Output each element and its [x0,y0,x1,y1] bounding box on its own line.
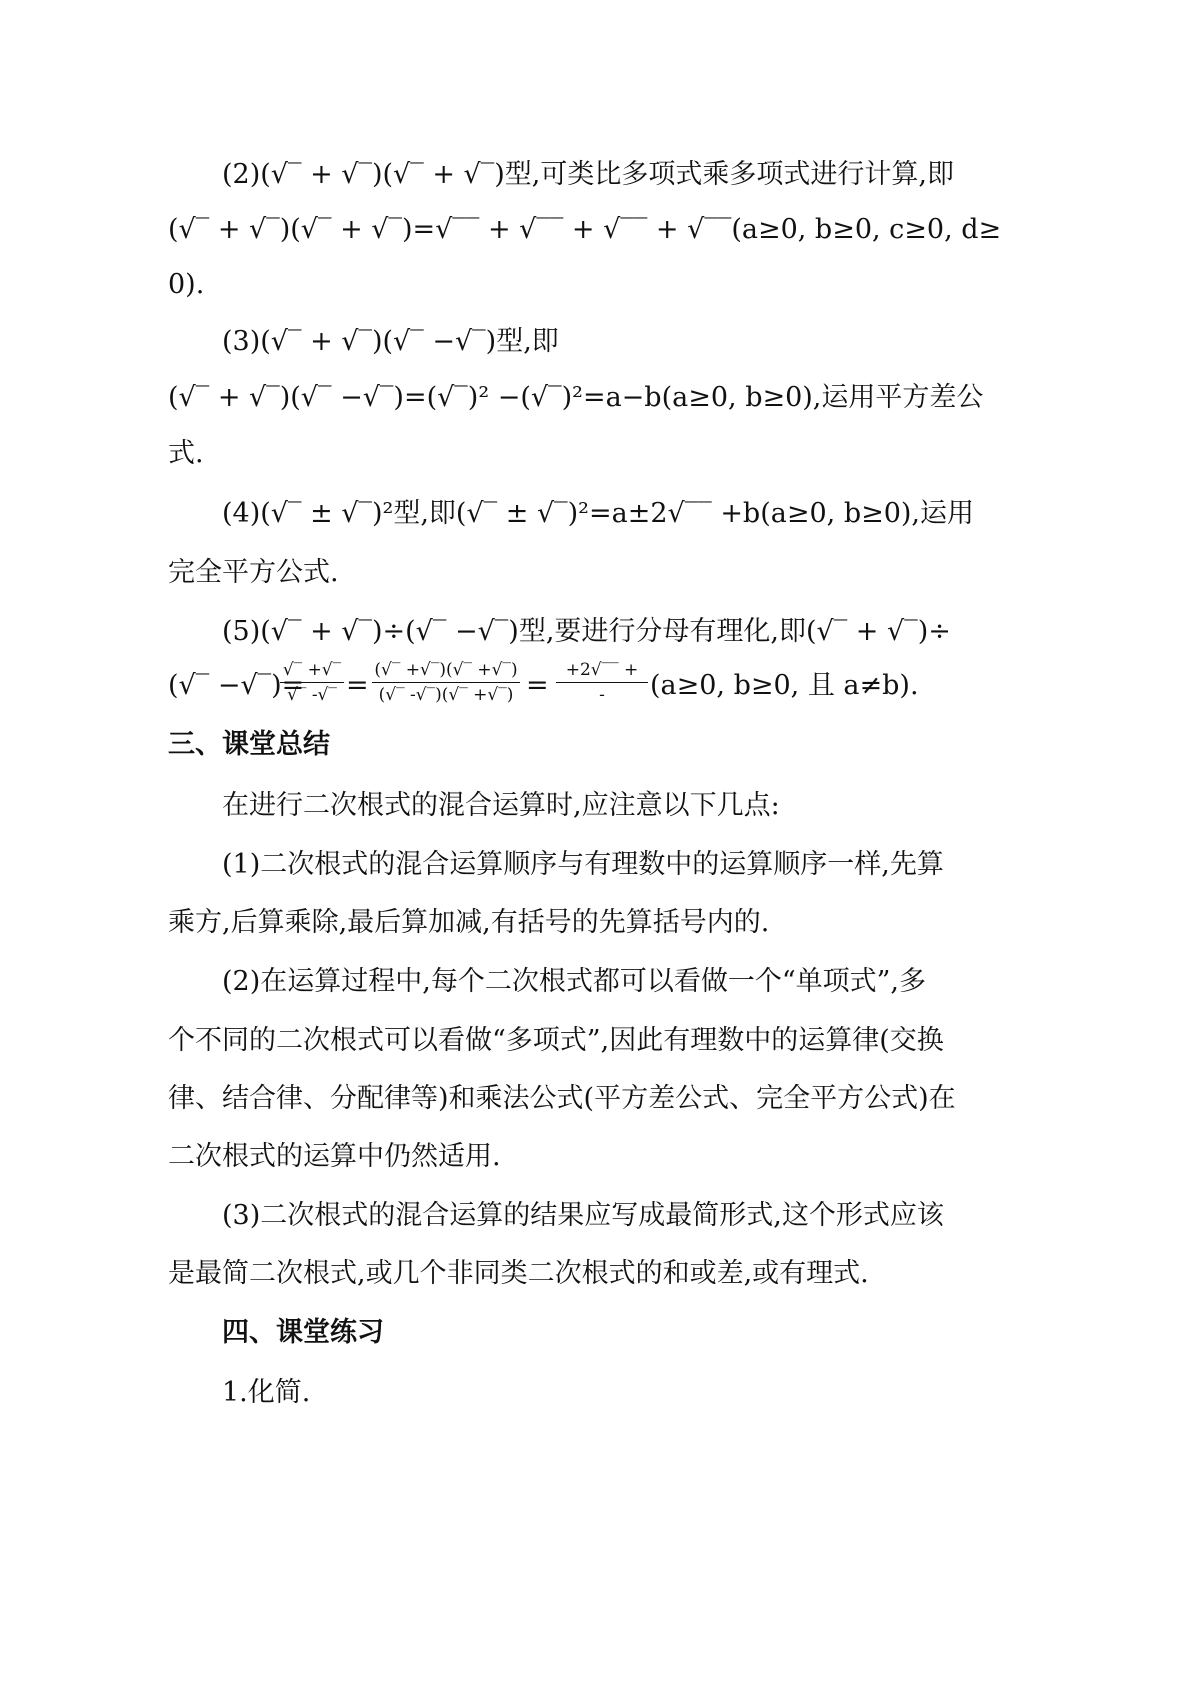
summary-point1-line2: 乘方,后算乘除,最后算加减,有括号的先算括号内的. [168,907,770,938]
item5-line2-prefix: (√‾ −√‾)= [168,670,305,701]
fraction-bar [280,682,344,683]
item4-line2: 完全平方公式. [168,557,339,588]
fraction-bar [372,682,520,683]
item5-line2-suffix: (a≥0, b≥0, 且 a≠b). [650,670,919,701]
section-heading-summary: 三、课堂总结 [168,729,330,760]
summary-point2-line1: (2)在运算过程中,每个二次根式都可以看做一个“单项式”,多 [222,966,927,997]
fraction-1-denominator: √‾ -√‾ [287,685,337,705]
item4-line1: (4)(√‾ ± √‾)²型,即(√‾ ± √‾)²=a±2√‾‾ +b(a≥0, b≥0),运用 [222,498,975,529]
item3-line2: (√‾ + √‾)(√‾ −√‾)=(√‾)² −(√‾)²=a−b(a≥0, b≥0),运用平方差公 [168,382,984,413]
equals-sign: = [526,670,549,701]
fraction-1 [280,660,344,705]
fraction-3-numerator: +2√‾‾ + [565,660,639,680]
practice-question-1: 1.化简. [222,1377,311,1408]
fraction-2-denominator: (√‾ -√‾)(√‾ +√‾) [378,685,514,705]
fraction-1-numerator: √‾ +√‾ [282,660,342,680]
fraction-2 [372,660,520,705]
fraction-3 [556,660,648,705]
fraction-2-numerator: (√‾ +√‾)(√‾ +√‾) [374,660,518,680]
item2-line1: (2)(√‾ + √‾)(√‾ + √‾)型,可类比多项式乘多项式进行计算,即 [222,159,954,190]
section-heading-practice: 四、课堂练习 [222,1317,384,1348]
item2-line3: 0). [168,269,205,300]
item5-line1: (5)(√‾ + √‾)÷(√‾ −√‾)型,要进行分母有理化,即(√‾ + √‾)÷ [222,616,951,647]
summary-intro: 在进行二次根式的混合运算时,应注意以下几点: [222,790,780,821]
item3-line3: 式. [168,438,204,469]
summary-point2-line3: 律、结合律、分配律等)和乘法公式(平方差公式、完全平方公式)在 [168,1083,956,1114]
summary-point2-line4: 二次根式的运算中仍然适用. [168,1141,501,1172]
fraction-bar [556,682,648,683]
summary-point3-line1: (3)二次根式的混合运算的结果应写成最简形式,这个形式应该 [222,1200,944,1231]
fraction-3-denominator: - [599,685,605,705]
summary-point2-line2: 个不同的二次根式可以看做“多项式”,因此有理数中的运算律(交换 [168,1025,944,1056]
item3-line1: (3)(√‾ + √‾)(√‾ −√‾)型,即 [222,326,559,357]
item2-line2: (√‾ + √‾)(√‾ + √‾)=√‾‾ + √‾‾ + √‾‾ + √‾‾(a≥0, b≥0, c≥0, d≥ [168,214,1002,245]
equals-sign: = [346,670,369,701]
summary-point3-line2: 是最简二次根式,或几个非同类二次根式的和或差,或有理式. [168,1258,869,1289]
summary-point1-line1: (1)二次根式的混合运算顺序与有理数中的运算顺序一样,先算 [222,849,944,880]
